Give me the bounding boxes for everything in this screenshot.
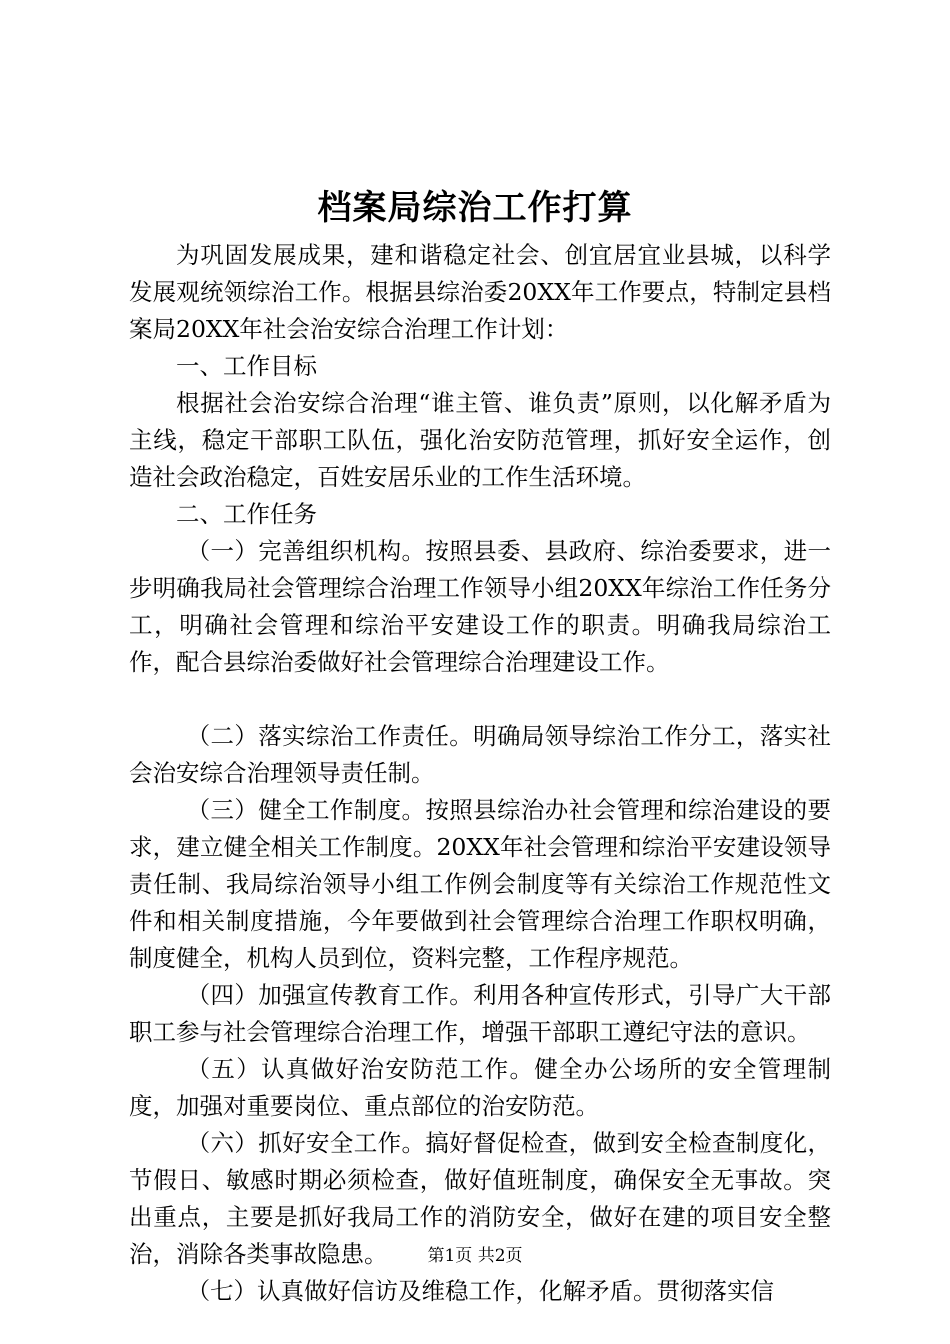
page-number-footer: 第1页 共2页: [427, 1246, 523, 1266]
document-body: [129, 237, 831, 1310]
heading-tasks: 二、工作任务: [176, 500, 317, 528]
paragraph-task-4: （四）加强宣传教育工作。利用各种宣传形式，引导广大干部职工参与社会管理综合治理工作，增强干部职工遵纪守法的意识。: [129, 981, 831, 1046]
paragraph-intro: 为巩固发展成果，建和谐稳定社会、创宜居宜业县城，以科学发展观统领综治工作。根据县综治委20XX年工作要点，特制定县档案局20XX年社会治安综合治理工作计划：: [129, 241, 831, 343]
paragraph-task-7: （七）认真做好信访及维稳工作，化解矛盾。贯彻落实信: [186, 1277, 775, 1305]
paragraph-task-5: （五）认真做好治安防范工作。健全办公场所的安全管理制度，加强对重要岗位、重点部位的治安防范。: [129, 1055, 831, 1120]
paragraph-gap: [129, 681, 831, 718]
paragraph-task-2: （二）落实综治工作责任。明确局领导综治工作分工，落实社会治安综合治理领导责任制。: [129, 722, 831, 787]
heading-goals: 一、工作目标: [176, 352, 317, 380]
paragraph-task-6: （六）抓好安全工作。搞好督促检查，做到安全检查制度化，节假日、敏感时期必须检查，做好值班制度，确保安全无事故。突出重点，主要是抓好我局工作的消防安全，做好在建的项目安全整治，消除各类事故隐患。: [129, 1129, 831, 1268]
paragraph-task-1: （一）完善组织机构。按照县委、县政府、综治委要求，进一步明确我局社会管理综合治理工作领导小组20XX年综治工作任务分工，明确社会管理和综治平安建设工作的职责。明确我局综治工作，配合县综治委做好社会管理综合治理建设工作。: [129, 537, 831, 676]
document-title: 档案局综治工作打算: [317, 188, 633, 228]
paragraph-task-3: （三）健全工作制度。按照县综治办社会管理和综治建设的要求，建立健全相关工作制度。20XX年社会管理和综治平安建设领导责任制、我局综治领导小组工作例会制度等有关综治工作规范性文件和相关制度措施，今年要做到社会管理综合治理工作职权明确，制度健全，机构人员到位，资料完整，工作程序规范。: [129, 796, 831, 972]
paragraph-goals: 根据社会治安综合治理“谁主管、谁负责”原则，以化解矛盾为主线，稳定干部职工队伍，强化治安防范管理，抓好安全运作，创造社会政治稳定，百姓安居乐业的工作生活环境。: [129, 389, 831, 491]
